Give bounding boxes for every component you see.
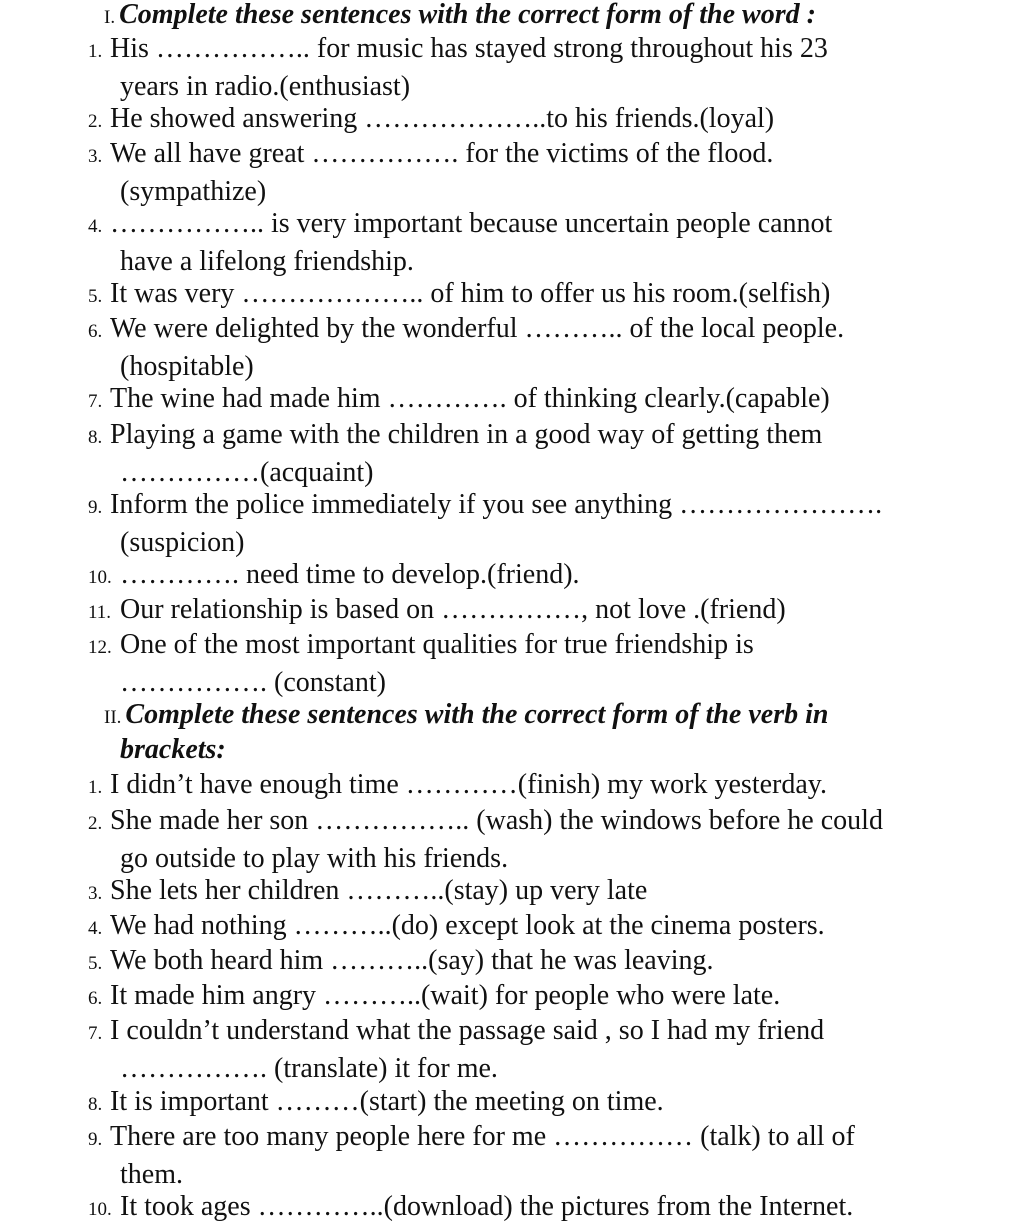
exercise-2-item-8 (88, 1084, 664, 1122)
item-number: 10. (88, 1199, 112, 1220)
exercise-1-item-1 (88, 31, 828, 104)
exercise-2-item-5 (88, 943, 713, 981)
exercise-2-item-4 (88, 908, 825, 946)
item-text: It took ages …………..(download) the pictures from the Internet. (120, 1191, 854, 1222)
item-number: 3. (88, 883, 103, 904)
exercise-1-item-9 (88, 487, 882, 560)
exercise-2-item-10 (88, 1189, 853, 1227)
item-number: 6. (88, 321, 103, 342)
item-text: It is important ………(start) the meeting on time. (110, 1086, 664, 1117)
item-number: 1. (88, 777, 103, 798)
item-text-continued: (sympathize) (120, 176, 267, 207)
exercise-1-item-10 (88, 557, 580, 595)
section-2-heading (104, 697, 829, 765)
item-text-continued: ……………(acquaint) (120, 457, 374, 488)
item-text: He showed answering ………………..to his friends.(loyal) (110, 103, 775, 134)
item-text: One of the most important qualities for true friendship is (120, 629, 754, 660)
item-text-continued: ……………. (translate) it for me. (120, 1053, 498, 1084)
item-text: She made her son …………….. (wash) the windows before he could (110, 805, 883, 836)
item-number: 11. (88, 602, 112, 623)
item-number: 5. (88, 953, 103, 974)
item-text: I couldn’t understand what the passage said , so I had my friend (110, 1015, 825, 1046)
item-number: 5. (88, 286, 103, 307)
item-text-continued: have a lifelong friendship. (120, 246, 414, 277)
exercise-2-item-3 (88, 873, 647, 911)
item-number: 8. (88, 427, 103, 448)
exercise-1-item-6 (88, 311, 844, 384)
item-text: We both heard him ………..(say) that he was leaving. (110, 945, 714, 976)
item-text: Inform the police immediately if you see anything …………………. (110, 489, 883, 520)
section-1-title: Complete these sentences with the correct form of the word : (119, 0, 816, 30)
section-2-title: Complete these sentences with the correct form of the verb in (125, 699, 829, 730)
section-2-number: II. (104, 707, 122, 728)
section-1-heading (104, 0, 816, 35)
exercise-1-item-2 (88, 101, 774, 139)
exercise-2-item-7 (88, 1013, 824, 1086)
item-text-continued: years in radio.(enthusiast) (120, 71, 411, 102)
item-text: …………. need time to develop.(friend). (120, 559, 580, 590)
item-text: Playing a game with the children in a good way of getting them (110, 419, 823, 450)
item-number: 4. (88, 918, 103, 939)
exercise-1-item-3 (88, 136, 773, 209)
item-text: She lets her children ………..(stay) up very late (110, 875, 648, 906)
item-text: It was very ……………….. of him to offer us his room.(selfish) (110, 278, 831, 309)
item-number: 3. (88, 146, 103, 167)
item-number: 4. (88, 216, 103, 237)
exercise-2-item-1 (88, 767, 827, 805)
item-number: 12. (88, 637, 112, 658)
exercise-1-item-11 (88, 592, 786, 630)
item-text-continued: (hospitable) (120, 351, 254, 382)
item-text: I didn’t have enough time …………(finish) my work yesterday. (110, 769, 827, 800)
item-text: His …………….. for music has stayed strong throughout his 23 (110, 33, 828, 64)
item-text-continued: (suspicion) (120, 527, 245, 558)
item-number: 2. (88, 813, 103, 834)
item-text: We had nothing ………..(do) except look at the cinema posters. (110, 910, 825, 941)
item-number: 8. (88, 1094, 103, 1115)
item-text: The wine had made him …………. of thinking clearly.(capable) (110, 383, 830, 414)
exercise-2-item-6 (88, 978, 780, 1016)
item-number: 7. (88, 1023, 103, 1044)
item-number: 7. (88, 391, 103, 412)
section-2-title-continued: brackets: (120, 734, 226, 765)
exercise-2-item-9 (88, 1119, 855, 1192)
item-number: 6. (88, 988, 103, 1009)
item-number: 2. (88, 111, 103, 132)
exercise-1-item-5 (88, 276, 830, 314)
item-text-continued: ……………. (constant) (120, 667, 386, 698)
exercise-1-item-12 (88, 627, 754, 700)
item-text: We were delighted by the wonderful ……….. of the local people. (110, 313, 845, 344)
item-number: 9. (88, 1129, 103, 1150)
exercise-1-item-8 (88, 417, 822, 490)
exercise-1-item-4 (88, 206, 832, 279)
item-text: …………….. is very important because uncertain people cannot (110, 208, 833, 239)
item-text: There are too many people here for me …………… (talk) to all of (110, 1121, 855, 1152)
item-text: We all have great ……………. for the victims of the flood. (110, 138, 774, 169)
item-text: It made him angry ………..(wait) for people who were late. (110, 980, 781, 1011)
item-number: 1. (88, 41, 103, 62)
section-1-number: I. (104, 7, 116, 28)
exercise-2-item-2 (88, 803, 883, 876)
item-text-continued: them. (120, 1159, 183, 1190)
item-number: 10. (88, 567, 112, 588)
item-number: 9. (88, 497, 103, 518)
item-text: Our relationship is based on ……………, not love .(friend) (120, 594, 786, 625)
item-text-continued: go outside to play with his friends. (120, 843, 509, 874)
exercise-1-item-7 (88, 381, 830, 419)
